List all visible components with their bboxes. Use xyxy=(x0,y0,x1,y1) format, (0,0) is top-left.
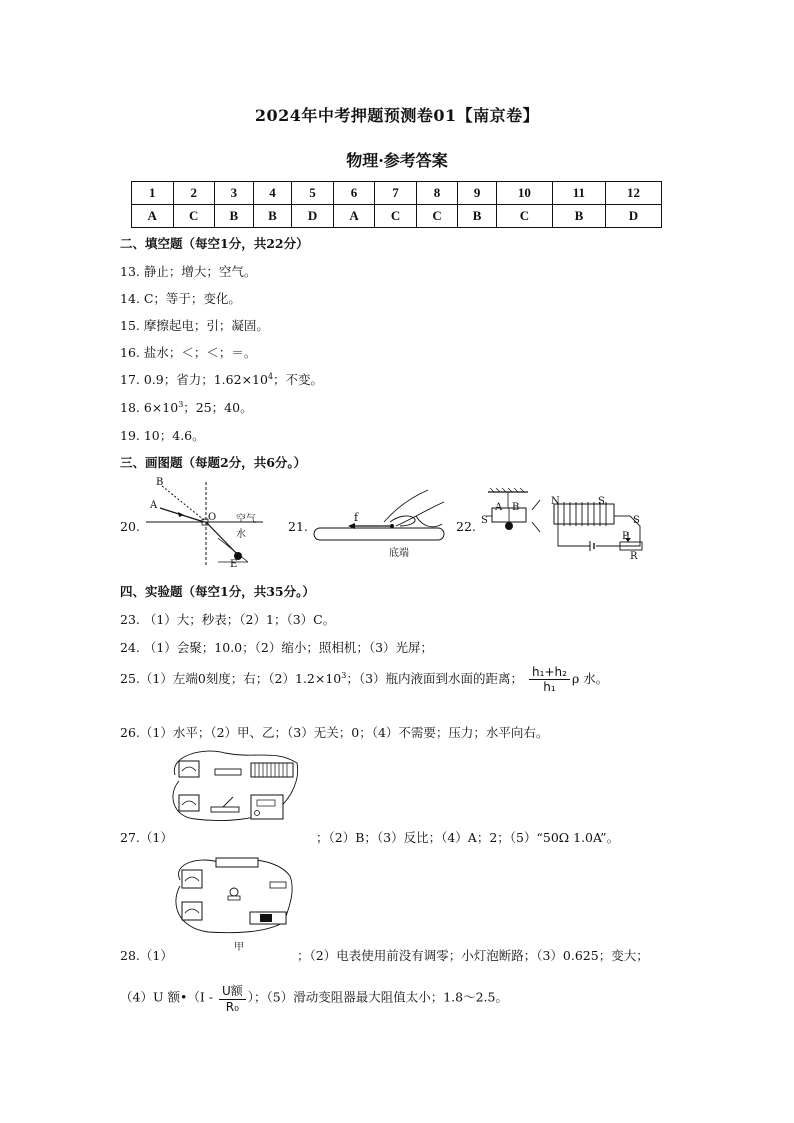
table-cell: 2 xyxy=(173,182,215,205)
answer-q15: 15. 摩擦起电；引；凝固。 xyxy=(120,318,269,333)
answer-q17-exponent: 4 xyxy=(267,371,274,381)
page-subtitle: 物理·参考答案 xyxy=(346,151,448,170)
answer-q18 xyxy=(120,398,253,416)
table-cell: 9 xyxy=(458,182,497,205)
figure20-number: 20. xyxy=(120,519,140,534)
table-cell: 3 xyxy=(215,182,254,205)
fraction-numerator: U额 xyxy=(219,982,246,1000)
answer-q28-fraction xyxy=(219,982,246,1014)
figure22-number: 22. xyxy=(456,519,476,534)
answer-q25 xyxy=(120,665,608,694)
figure27-circuit-diagram xyxy=(165,745,305,825)
table-cell: 5 xyxy=(292,182,334,205)
table-cell: 10 xyxy=(496,182,552,205)
answer-q27-prefix: 27.（1） xyxy=(120,830,173,845)
table-cell: B xyxy=(215,205,254,228)
answer-q19: 19. 10；4.6。 xyxy=(120,428,205,443)
answer-q25-fraction xyxy=(529,665,570,694)
table-cell: C xyxy=(375,205,417,228)
answer-q17 xyxy=(120,370,323,388)
table-cell: 11 xyxy=(552,182,605,205)
table-cell: A xyxy=(333,205,375,228)
answer-q28-line2-tail: ）；（5）滑动变阻器最大阻值太小；1.8～2.5。 xyxy=(247,989,508,1005)
answer-q28-line2-text: （4）U 额•（I - xyxy=(120,989,213,1005)
figure22-label-A: A xyxy=(495,502,503,513)
table-cell: 12 xyxy=(605,182,661,205)
section2-heading: 二、填空题（每空1分，共22分） xyxy=(120,236,309,251)
answer-q16: 16. 盐水；＜；＜；＝。 xyxy=(120,345,257,360)
section3-heading: 三、画图题（每题2分，共6分。） xyxy=(120,455,307,470)
table-cell: 1 xyxy=(132,182,174,205)
page-title: 2024年中考押题预测卷01【南京卷】 xyxy=(254,106,540,125)
figure20-label-B: B xyxy=(156,477,164,488)
table-cell: 6 xyxy=(333,182,375,205)
table-cell: B xyxy=(552,205,605,228)
figure20-label-A: A xyxy=(150,500,158,511)
answer-q24: 24. （1）会聚；10.0；（2）缩小；照相机；（3）光屏； xyxy=(120,640,434,655)
figure22-label-S-switch: S xyxy=(633,515,640,526)
answer-q25-tail: ρ 水。 xyxy=(571,671,609,686)
figure22-label-S-left: S xyxy=(481,515,488,526)
fraction-denominator: h₁ xyxy=(543,680,556,694)
figure22-label-R: R xyxy=(630,551,638,562)
table-cell: C xyxy=(416,205,458,228)
figure20-label-O: O xyxy=(208,512,217,523)
figure28-circuit-diagram xyxy=(168,852,303,934)
answer-q23: 23. （1）大；秒表；（2）1；（3）C。 xyxy=(120,612,336,627)
answer-table-answers-row xyxy=(132,205,662,228)
answer-q18-exponent: 3 xyxy=(178,399,184,409)
table-cell: C xyxy=(173,205,215,228)
answer-q26: 26.（1）水平；（2）甲、乙；（3）无关；0；（4）不需要；压力；水平向右。 xyxy=(120,725,549,740)
figure22-label-P: P xyxy=(622,531,629,542)
table-cell: 8 xyxy=(416,182,458,205)
answer-q17-text: 17. 0.9；省力；1.62×10 xyxy=(120,372,268,387)
table-cell: B xyxy=(458,205,497,228)
figure20-label-air: 空气 xyxy=(236,514,256,525)
table-cell: C xyxy=(496,205,552,228)
answer-q28-line2 xyxy=(120,982,508,1014)
answer-q25-text: 25.（1）左端0刻度；右；（2）1.2×10 xyxy=(120,671,342,686)
table-cell: A xyxy=(132,205,174,228)
answer-q25-mid: ；（3）瓶内液面到水面的距离； xyxy=(346,671,524,686)
answer-q14: 14. C；等于；变化。 xyxy=(120,291,241,306)
figure22-electromagnet-diagram xyxy=(480,486,650,566)
section4-heading: 四、实验题（每空1分，共35分。） xyxy=(120,584,315,599)
table-cell: 4 xyxy=(253,182,292,205)
answer-q28: ；（2）电表使用前没有调零；小灯泡断路；（3）0.625；变大； xyxy=(297,948,649,963)
answer-table-numbers-row xyxy=(132,182,662,205)
table-cell: 7 xyxy=(375,182,417,205)
table-cell: B xyxy=(253,205,292,228)
answer-table xyxy=(131,181,662,228)
figure22-label-N: N xyxy=(551,496,560,507)
figure21-friction-diagram xyxy=(310,486,455,556)
figure21-label-bottom: 底端 xyxy=(389,548,409,559)
figure28-label: 甲 xyxy=(234,942,244,953)
figure20-label-water: 水 xyxy=(236,529,246,540)
table-cell: D xyxy=(292,205,334,228)
answer-q25-exponent: 3 xyxy=(341,670,347,680)
fraction-denominator: R₀ xyxy=(225,1000,239,1014)
figure21-label-f: f xyxy=(354,511,359,524)
answer-q17-tail: ；不变。 xyxy=(273,372,324,387)
answer-q18-tail: ；25；40。 xyxy=(183,400,253,415)
figure21-number: 21. xyxy=(288,519,308,534)
figure22-label-B: B xyxy=(512,502,520,513)
figure22-label-S-top: S xyxy=(598,496,605,507)
figure20-label-E: E xyxy=(230,559,238,570)
table-cell: D xyxy=(605,205,661,228)
fraction-numerator: h₁+h₂ xyxy=(529,665,570,680)
answer-q27: ；（2）B；（3）反比；（4）A；2；（5）“50Ω 1.0A”。 xyxy=(316,830,620,845)
answer-q28-prefix: 28.（1） xyxy=(120,948,173,963)
answer-q18-text: 18. 6×10 xyxy=(120,400,179,415)
answer-q13: 13. 静止；增大；空气。 xyxy=(120,264,257,279)
